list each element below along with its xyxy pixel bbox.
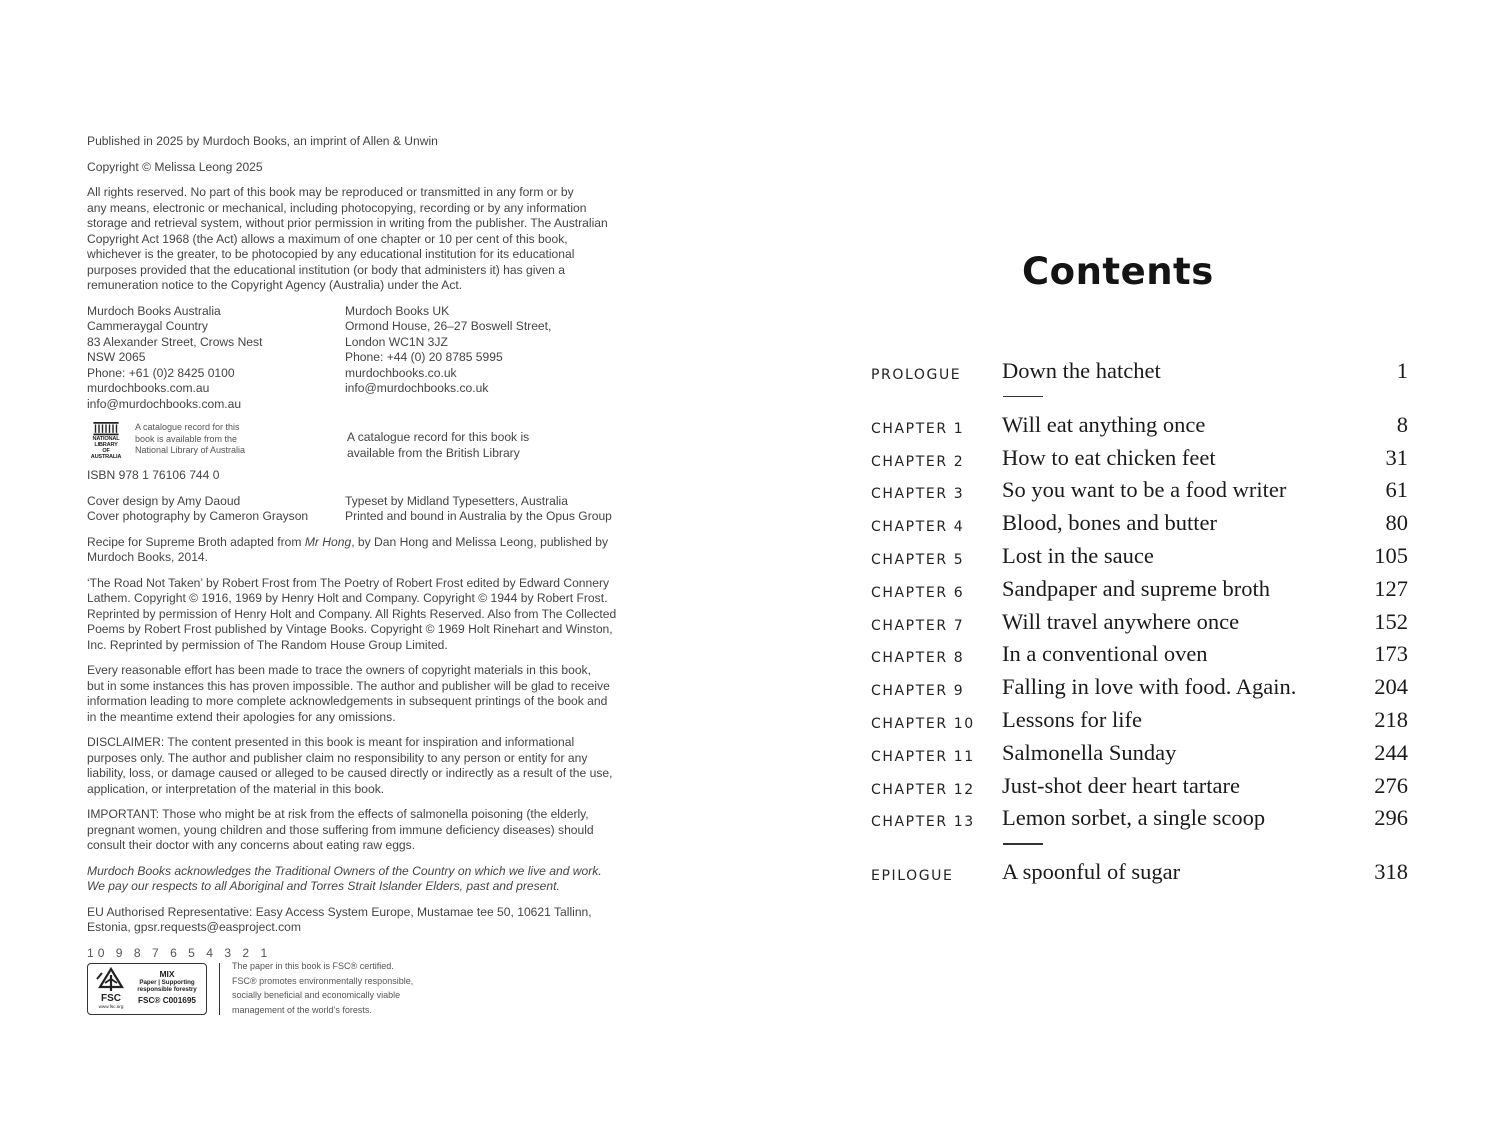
toc-label: CHAPTER 8: [871, 650, 965, 667]
toc-label: CHAPTER 3: [871, 486, 965, 503]
toc-title: Sandpaper and supreme broth: [1002, 575, 1271, 601]
frost-permission: ‘The Road Not Taken’ by Robert Frost from The Poetry of Robert Frost edited by Edward Connery Lathem. Copyright © 1916, 1969 by Henry Holt and Company. Copyright © 1944 by Robert Frost. Reprinted by permission of Henry Holt and Company. All Rights Reserved. Also from The Collected Poems by Robert Frost published by Vintage Books. Copyright © 1969 Holt Rinehart and Winston, Inc. Reprinted by permission of The Random House Group Limited.: [87, 575, 617, 652]
toc-entry-epilogue[interactable]: [871, 858, 1411, 891]
toc-entry-prologue[interactable]: [871, 357, 1411, 390]
fsc-divider: [219, 963, 220, 1015]
toc-page-number: 61: [1385, 477, 1408, 503]
table-of-contents: [871, 357, 1411, 891]
disclaimer: DISCLAIMER: The content presented in this book is meant for inspiration and informational purposes only. The author and publisher claim no responsibility to any person or entity for any liability, loss, or damage caused or alleged to be caused directly or indirectly as a result of the use, application, or interpretation of the material in this book.: [87, 735, 613, 796]
nla-catalogue-note: A catalogue record for this book is available from the National Library of Australia: [135, 422, 246, 455]
toc-entry-chapter-3[interactable]: [871, 476, 1411, 509]
toc-label: CHAPTER 6: [871, 584, 965, 601]
important-notice: IMPORTANT: Those who might be at risk from the effects of salmonella poisoning (the elderly, pregnant women, young children and those suffering from immune deficiency diseases) should consult their doctor with any concerns about eating raw eggs.: [87, 807, 594, 852]
toc-title: Lessons for life: [1002, 706, 1142, 732]
toc-title: A spoonful of sugar: [1002, 859, 1181, 885]
toc-entry-chapter-10[interactable]: [871, 706, 1411, 739]
toc-page-number: 276: [1374, 772, 1408, 798]
toc-page-number: 152: [1374, 608, 1408, 634]
toc-label: CHAPTER 10: [871, 715, 975, 732]
toc-label: CHAPTER 1: [871, 420, 965, 437]
toc-label: CHAPTER 7: [871, 617, 965, 634]
toc-entry-chapter-1[interactable]: [871, 411, 1411, 444]
imprint-page: [87, 134, 635, 1017]
isbn: ISBN 978 1 76106 744 0: [87, 468, 220, 482]
toc-title: In a conventional oven: [1002, 641, 1208, 667]
fsc-statement: The paper in this book is FSC® certified. FSC® promotes environmentally responsible, socially beneficial and economically viable management of the world’s forests.: [232, 961, 414, 1015]
toc-label: CHAPTER 4: [871, 519, 965, 536]
toc-label: CHAPTER 11: [871, 748, 975, 765]
toc-title: Falling in love with food. Again.: [1002, 674, 1297, 700]
toc-page-number: 173: [1374, 641, 1408, 667]
toc-entry-chapter-2[interactable]: [871, 444, 1411, 477]
toc-title: Lost in the sauce: [1002, 542, 1154, 568]
toc-title: Lemon sorbet, a single scoop: [1002, 805, 1266, 831]
toc-page-number: 105: [1374, 542, 1408, 568]
email-au: info@murdochbooks.com.au: [87, 396, 242, 411]
email-uk: info@murdochbooks.co.uk: [345, 381, 489, 395]
address-uk: Murdoch Books UK Ormond House, 26–27 Boswell Street, London WC1N 3JZ Phone: +44 (0) 20 8785 5995 murdochbooks.co.uk info@murdochbooks.co.uk: [345, 304, 635, 413]
toc-label: EPILOGUE: [871, 868, 954, 885]
website-uk: murdochbooks.co.uk: [345, 365, 457, 380]
toc-title: So you want to be a food writer: [1002, 477, 1287, 503]
fsc-certification: [87, 963, 635, 1017]
recipe-credit: Recipe for Supreme Broth adapted from Mr Hong, by Dan Hong and Melissa Leong, published by Murdoch Books, 2014.: [87, 534, 609, 564]
toc-page-number: 318: [1374, 859, 1408, 885]
toc-entry-chapter-12[interactable]: [871, 772, 1411, 805]
toc-entry-chapter-9[interactable]: [871, 673, 1411, 706]
toc-page-number: 31: [1385, 444, 1408, 470]
toc-label: PROLOGUE: [871, 367, 962, 383]
toc-page-number: 80: [1385, 510, 1408, 536]
eu-representative: EU Authorised Representative: Easy Access System Europe, Mustamae tee 50, 10621 Tallinn, Estonia, gpsr.requests@easproject.com: [87, 904, 592, 934]
toc-label: CHAPTER 9: [871, 683, 965, 700]
contents-heading: Contents: [1022, 250, 1214, 293]
effort-notice: Every reasonable effort has been made to trace the owners of copyright materials in this book, but in some instances this has proven impossible. The author and publisher will be glad to receive information leading to more complete acknowledgements in subsequent printings of the book and in the meantime extend their apologies for any omissions.: [87, 663, 610, 724]
copyright-line: Copyright © Melissa Leong 2025: [87, 159, 263, 174]
toc-label: CHAPTER 5: [871, 551, 965, 568]
toc-title: Salmonella Sunday: [1002, 739, 1177, 765]
toc-entry-chapter-13[interactable]: [871, 804, 1411, 837]
toc-title: Will eat anything once: [1002, 411, 1206, 437]
toc-label: CHAPTER 2: [871, 453, 965, 470]
nla-logo-text: NATIONAL LIBRARY OF AUSTRALIA: [90, 436, 122, 460]
toc-label: CHAPTER 13: [871, 814, 975, 831]
website-au: murdochbooks.com.au: [87, 381, 210, 395]
national-library-logo-icon: [87, 422, 125, 460]
production-credits: Cover design by Amy Daoud Cover photography by Cameron Grayson Typeset by Midland Typesetters, Australia Printed and bound in Australia by the Opus Group: [87, 493, 612, 523]
toc-label: CHAPTER 12: [871, 781, 975, 798]
country-acknowledgement: Murdoch Books acknowledges the Traditional Owners of the Country on which we live and work. We pay our respects to all Aboriginal and Torres Strait Islander Elders, past and present.: [87, 863, 602, 893]
toc-entry-chapter-5[interactable]: [871, 542, 1411, 575]
british-library-note: A catalogue record for this book is available from the British Library: [347, 430, 530, 460]
toc-title: Down the hatchet: [1002, 358, 1161, 383]
publisher-addresses: [87, 304, 635, 413]
toc-title: Just-shot deer heart tartare: [1002, 772, 1241, 798]
toc-page-number: 244: [1374, 739, 1408, 765]
published-line: Published in 2025 by Murdoch Books, an imprint of Allen & Unwin: [87, 134, 438, 148]
address-australia: Murdoch Books Australia Cammeraygal Country 83 Alexander Street, Crows Nest NSW 2065 Phone: +61 (0)2 8425 0100 murdochbooks.com.au info@murdochbooks.com.au: [87, 304, 345, 413]
toc-title: How to eat chicken feet: [1002, 444, 1216, 470]
rights-paragraph: All rights reserved. No part of this book may be reproduced or transmitted in any form or by any means, electronic or mechanical, including photocopying, recording or by any information storage and retrieval system, without prior permission in writing from the publisher. The Australian Copyright Act 1968 (the Act) allows a maximum of one chapter or 10 per cent of this book, whichever is the greater, to be photocopied by any educational institution for its educational purposes provided that the educational institution (or body that administers it) has given a remuneration notice to the Copyright Agency (Australia) under the Act.: [87, 185, 608, 292]
catalogue-records: [87, 422, 635, 464]
toc-page-number: 204: [1374, 674, 1408, 700]
toc-page-number: 296: [1374, 805, 1408, 831]
toc-entry-chapter-6[interactable]: [871, 575, 1411, 608]
toc-page-number: 127: [1374, 575, 1408, 601]
toc-entry-chapter-7[interactable]: [871, 608, 1411, 641]
toc-divider: [871, 837, 1411, 858]
fsc-logo: FSC www.fsc.org MIX Paper | Supporting responsible forestry FSC® C001695: [87, 963, 207, 1015]
toc-title: Will travel anywhere once: [1002, 608, 1240, 634]
toc-entry-chapter-8[interactable]: [871, 640, 1411, 673]
print-line: 10 9 8 7 6 5 4 3 2 1: [87, 945, 272, 960]
toc-page-number: 1: [1396, 358, 1408, 383]
toc-entry-chapter-4[interactable]: [871, 509, 1411, 542]
toc-page-number: 8: [1396, 411, 1408, 437]
toc-divider: [871, 390, 1411, 411]
toc-entry-chapter-11[interactable]: [871, 739, 1411, 772]
toc-page-number: 218: [1374, 706, 1408, 732]
fsc-tree-icon: [94, 967, 128, 993]
toc-title: Blood, bones and butter: [1002, 510, 1217, 536]
